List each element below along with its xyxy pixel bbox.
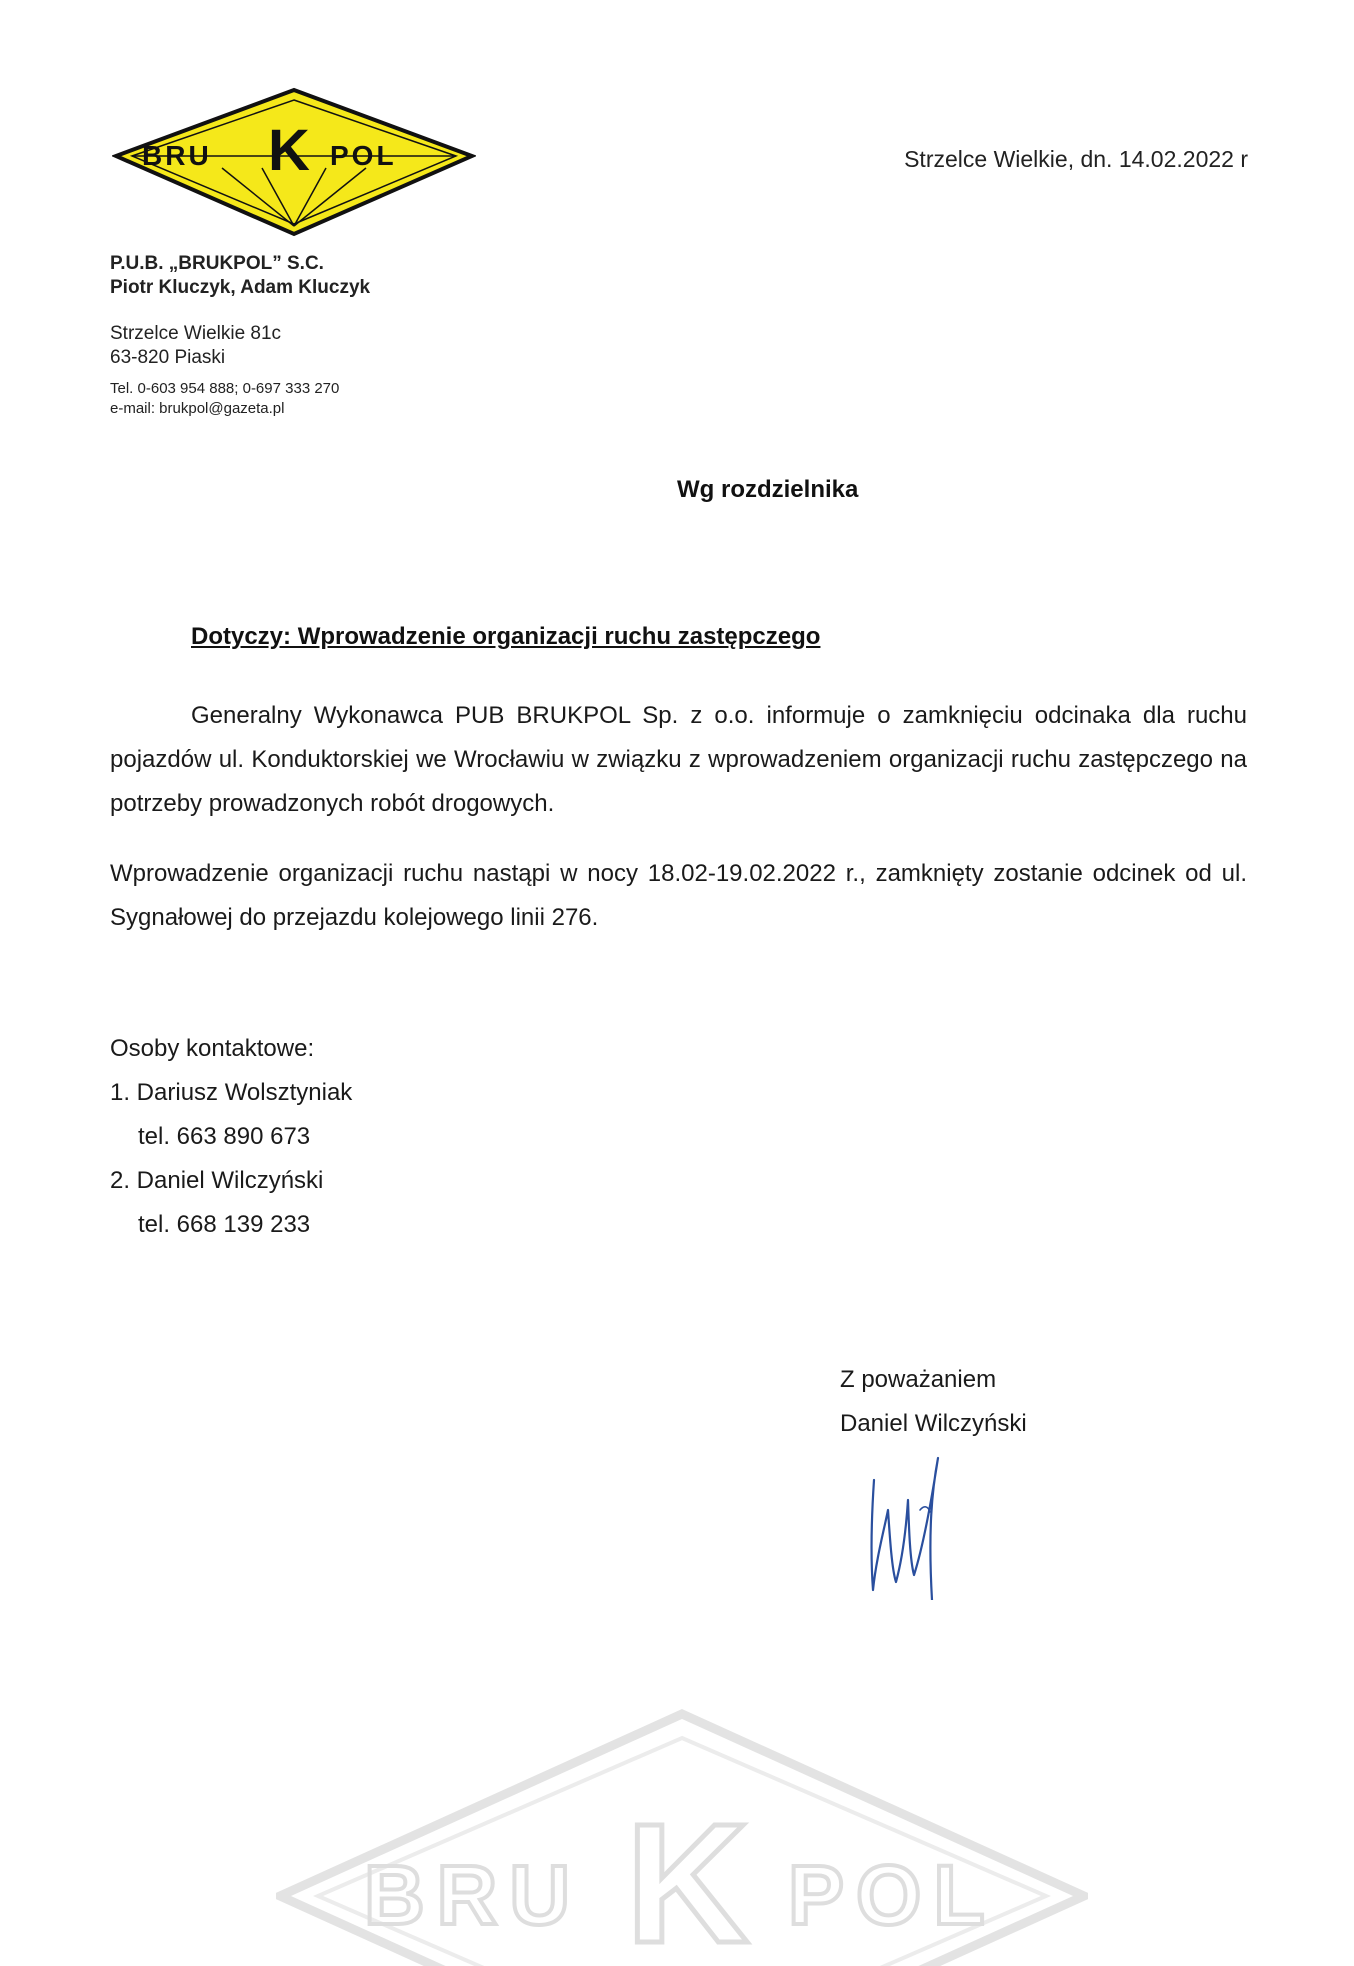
company-name: P.U.B. „BRUKPOL” S.C. <box>110 253 324 274</box>
contacts-list <box>110 1027 352 1247</box>
recipient: Wg rozdzielnika <box>677 476 859 503</box>
company-owners: Piotr Kluczyk, Adam Kluczyk <box>110 277 371 298</box>
closing-signer: Daniel Wilczyński <box>840 1410 1027 1437</box>
brukpol-watermark <box>276 1706 1088 1966</box>
brukpol-logo <box>112 86 476 238</box>
subject-line: Dotyczy: Wprowadzenie organizacji ruchu zastępczego <box>191 623 821 650</box>
watermark-text-right: POL <box>788 1848 997 1942</box>
company-email: e-mail: brukpol@gazeta.pl <box>110 400 285 417</box>
company-street: Strzelce Wielkie 81c <box>110 323 282 344</box>
watermark-text-center: K <box>626 1789 749 1966</box>
contacts-heading: Osoby kontaktowe: <box>110 1035 315 1062</box>
body-paragraph-1: Generalny Wykonawca PUB BRUKPOL Sp. z o.o. informuje o zamknięciu odcinaka dla ruchu pojazdów ul. Konduktorskiej we Wrocławiu w związku z wprowadzeniem organizacji ruchu zastępczego na potrzeby prowadzonych robót drogowych. <box>110 702 1247 817</box>
closing-salutation: Z poważaniem <box>840 1366 997 1393</box>
handwritten-signature <box>862 1450 952 1600</box>
contact-block <box>110 379 339 419</box>
logo-text-center: K <box>268 118 310 183</box>
letter-date: Strzelce Wielkie, dn. 14.02.2022 r <box>904 146 1248 172</box>
closing-block <box>840 1358 1027 1446</box>
company-block <box>110 252 370 300</box>
company-city: 63-820 Piaski <box>110 347 226 368</box>
contact-person-name: 1. Dariusz Wolsztyniak <box>110 1079 353 1106</box>
company-phone: Tel. 0-603 954 888; 0-697 333 270 <box>110 380 340 397</box>
logo-text-left: BRU <box>142 140 212 171</box>
watermark-text-left: BRU <box>364 1848 582 1942</box>
logo-text-right: POL <box>330 140 397 171</box>
address-block <box>110 322 281 370</box>
contact-person-phone: tel. 668 139 233 <box>138 1211 311 1238</box>
contact-person-phone: tel. 663 890 673 <box>138 1123 311 1150</box>
body-paragraph-2: Wprowadzenie organizacji ruchu nastąpi w nocy 18.02-19.02.2022 r., zamknięty zostanie odcinek od ul. Sygnałowej do przejazdu kolejowego linii 276. <box>110 860 1247 931</box>
contact-person-name: 2. Daniel Wilczyński <box>110 1167 324 1194</box>
